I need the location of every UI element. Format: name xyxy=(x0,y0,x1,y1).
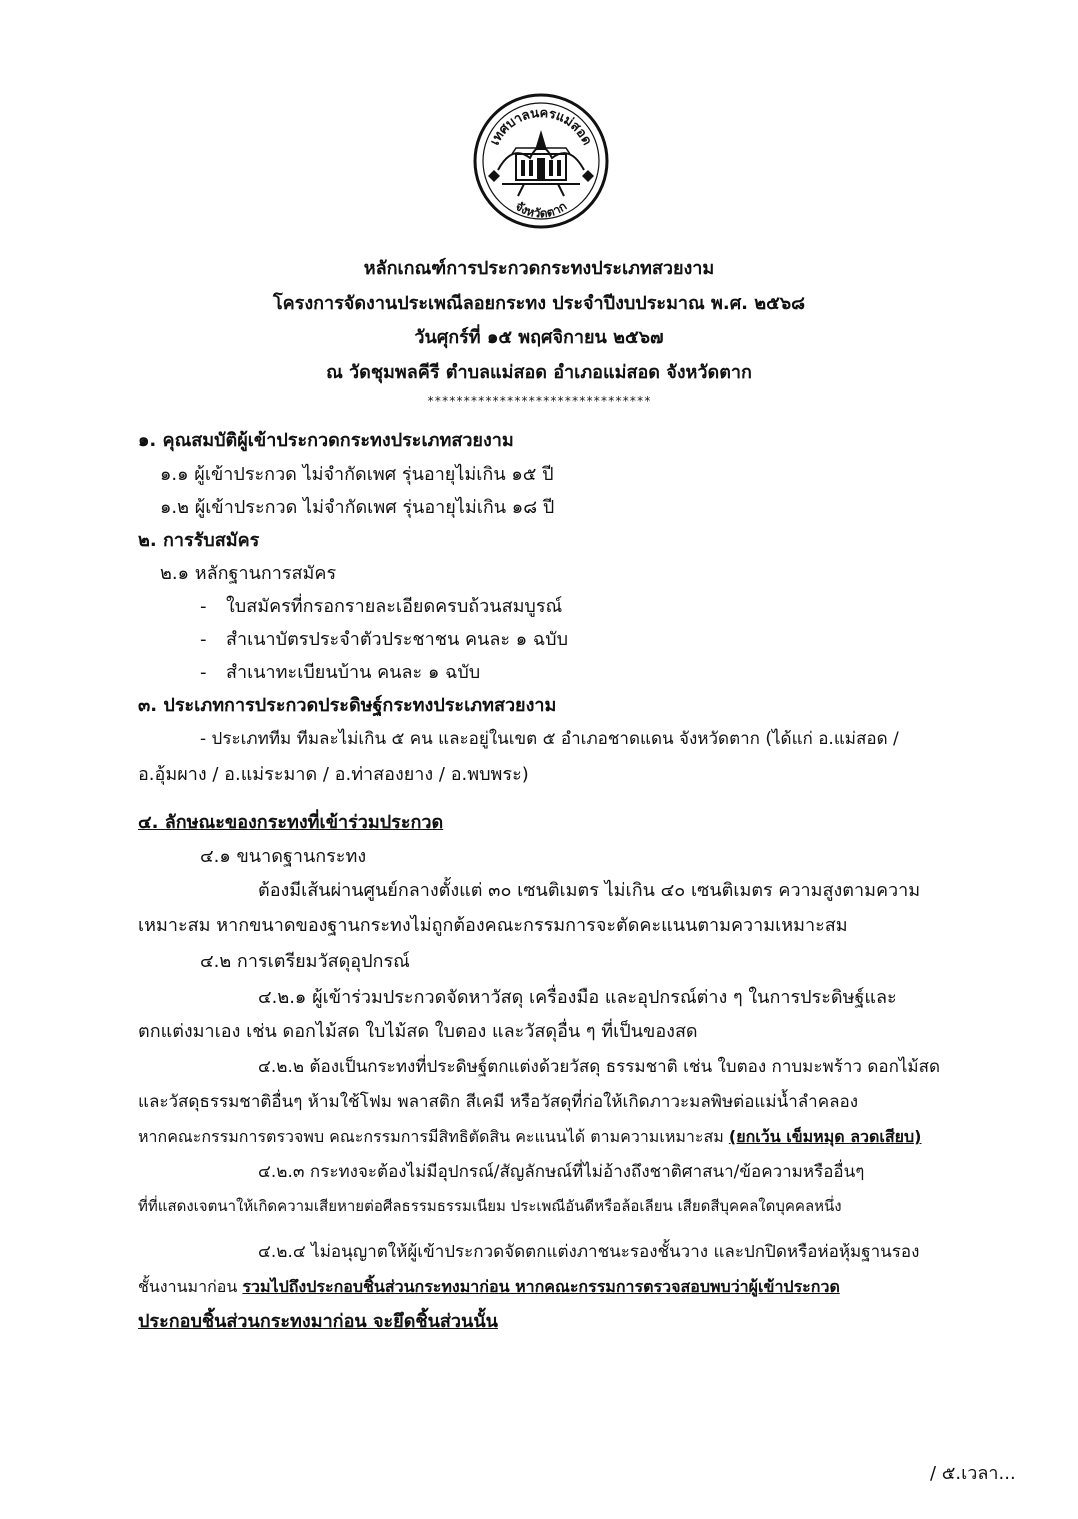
section-4-2-4-emphasis: รวมไปถึงประกอบชิ้นส่วนกระทงมาก่อน หากคณะกรรมการตรวจสอบพบว่าผู้เข้าประกวด xyxy=(242,1277,840,1296)
svg-text:เทศบาลนครแม่สอด: เทศบาลนครแม่สอด xyxy=(487,105,595,148)
doc-item-3: สำเนาทะเบียนบ้าน คนละ ๑ ฉบับ xyxy=(226,662,481,683)
section-4-2-2-exception: (ยกเว้น เข็มหมุด ลวดเสียบ) xyxy=(728,1127,922,1146)
section-1-title: ๑. คุณสมบัติผู้เข้าประกวดกระทงประเภทสวยงาม xyxy=(138,430,514,451)
section-4-2-1-line-1: ๔.๒.๑ ผู้เข้าร่วมประกวดจัดหาวัสดุ เครื่องมือ และอุปกรณ์ต่าง ๆ ในการประดิษฐ์และ xyxy=(258,987,897,1008)
section-2-title: ๒. การรับสมัคร xyxy=(138,530,260,551)
section-4-1-title: ๔.๑ ขนาดฐานกระทง xyxy=(200,846,367,867)
section-4-1-line-2: เหมาะสม หากขนาดของฐานกระทงไม่ถูกต้องคณะกรรมการจะตัดคะแนนตามความเหมาะสม xyxy=(138,915,848,936)
section-4-2-4-line-1: ๔.๒.๔ ไม่อนุญาตให้ผู้เข้าประกวดจัดตกแต่งภาชนะรองชั้นวาง และปกปิดหรือห่อหุ้มฐานรอง xyxy=(258,1242,920,1262)
section-4-2-1-line-2: ตกแต่งมาเอง เช่น ดอกไม้สด ใบไม้สด ใบตอง และวัสดุอื่น ๆ ที่เป็นของสด xyxy=(138,1021,698,1042)
section-4-2-title: ๔.๒ การเตรียมวัสดุอุปกรณ์ xyxy=(200,951,410,972)
section-4-2-4-line-2-text: ชั้นงานมาก่อน xyxy=(138,1277,243,1296)
section-1-item-1: ๑.๑ ผู้เข้าประกวด ไม่จำกัดเพศ รุ่นอายุไม่เกิน ๑๕ ปี xyxy=(160,464,554,485)
municipality-seal xyxy=(472,92,610,230)
section-4-2-4-line-3: ประกอบชิ้นส่วนกระทงมาก่อน จะยึดชิ้นส่วนนั้น xyxy=(138,1311,498,1332)
section-4-2-2-line-3-text: หากคณะกรรมการตรวจพบ คณะกรรมการมีสิทธิตัดสิน คะแนนได้ ตามความเหมาะสม xyxy=(138,1127,729,1146)
section-4-2-3-line-1: ๔.๒.๓ กระทงจะต้องไม่มีอุปกรณ์/สัญลักษณ์ที่ไม่อ้างถึงชาติศาสนา/ข้อความหรืออื่นๆ xyxy=(258,1162,865,1182)
bullet-dash: - xyxy=(200,662,207,683)
section-4-2-2-line-3 xyxy=(138,1129,922,1145)
section-3-line-2: อ.อุ้มผาง / อ.แม่ระมาด / อ.ท่าสองยาง / อ.พบพระ) xyxy=(138,764,529,785)
svg-text:จังหวัดตาก: จังหวัดตาก xyxy=(512,198,570,221)
section-4-title: ๔. ลักษณะของกระทงที่เข้าร่วมประกวด xyxy=(138,812,444,833)
bullet-dash: - xyxy=(200,629,207,650)
section-1-item-2: ๑.๒ ผู้เข้าประกวด ไม่จำกัดเพศ รุ่นอายุไม่เกิน ๑๘ ปี xyxy=(160,497,555,518)
section-4-2-2-line-1: ๔.๒.๒ ต้องเป็นกระทงที่ประดิษฐ์ตกแต่งด้วยวัสดุ ธรรมชาติ เช่น ใบตอง กาบมะพร้าว ดอกไม้สด xyxy=(258,1057,941,1077)
bullet-dash: - xyxy=(200,596,207,617)
section-3-line-1: - ประเภททีม ทีมละไม่เกิน ๕ คน และอยู่ในเขต ๕ อำเภอชาดแดน จังหวัดตาก (ได้แก่ อ.แม่สอด / xyxy=(200,729,899,749)
section-3-title: ๓. ประเภทการประกวดประดิษฐ์กระทงประเภทสวยงาม xyxy=(138,695,557,716)
doc-item-1: ใบสมัครที่กรอกรายละเอียดครบถ้วนสมบูรณ์ xyxy=(226,596,563,617)
doc-item-2: สำเนาบัตรประจำตัวประชาชน คนละ ๑ ฉบับ xyxy=(226,629,569,650)
section-4-2-4-line-2 xyxy=(138,1279,840,1295)
doc-venue: ณ วัดชุมพลคีรี ตำบลแม่สอด อำเภอแม่สอด จังหวัดตาก xyxy=(326,362,752,383)
doc-project: โครงการจัดงานประเพณีลอยกระทง ประจำปีงบประมาณ พ.ศ. ๒๕๖๘ xyxy=(272,293,806,314)
doc-title: หลักเกณฑ์การประกวดกระทงประเภทสวยงาม xyxy=(363,258,715,279)
continued-marker: / ๕.เวลา... xyxy=(930,1463,1016,1484)
divider-stars: ******************************* xyxy=(427,394,651,408)
section-2-sub: ๒.๑ หลักฐานการสมัคร xyxy=(160,563,337,584)
section-4-1-line-1: ต้องมีเส้นผ่านศูนย์กลางตั้งแต่ ๓๐ เซนติเมตร ไม่เกิน ๔๐ เซนติเมตร ความสูงตามความ xyxy=(258,880,921,901)
section-4-2-3-line-2: ที่ที่แสดงเจตนาให้เกิดความเสียหายต่อศีลธรรมธรรมเนียม ประเพณีอันดีหรือล้อเลียน เสียดสีบุคคลใดบุคคลหนึ่ง xyxy=(138,1197,842,1215)
section-4-2-2-line-2: และวัสดุธรรมชาติอื่นๆ ห้ามใช้โฟม พลาสติก สีเคมี หรือวัสดุที่ก่อให้เกิดภาวะมลพิษต่อแม่น้ำลำคลอง xyxy=(138,1092,859,1112)
doc-date: วันศุกร์ที่ ๑๕ พฤศจิกายน ๒๕๖๗ xyxy=(414,327,664,348)
